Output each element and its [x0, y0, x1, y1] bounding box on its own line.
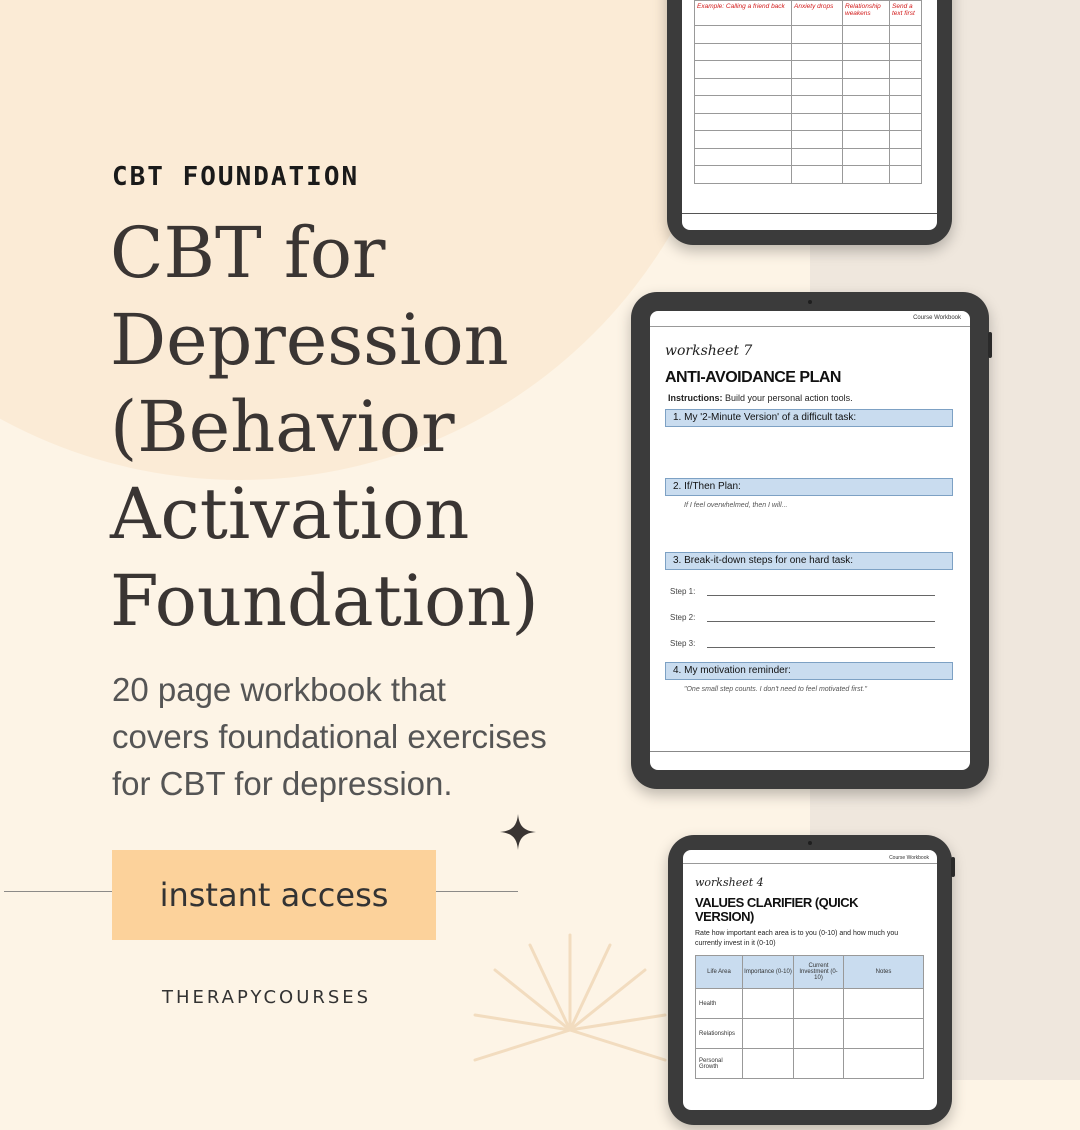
step-line: [707, 621, 935, 622]
step-label: Step 2:: [670, 613, 696, 622]
worksheet-label: worksheet 7: [665, 343, 753, 359]
instant-access-button[interactable]: instant access: [112, 850, 436, 940]
description-line: 20 page workbook that: [112, 671, 446, 708]
tablet-middle-screen: [650, 311, 970, 770]
eyebrow-label: CBT FOUNDATION: [112, 162, 360, 192]
column-header: Life Area: [696, 956, 743, 989]
column-header: Current Investment (0-10): [794, 956, 844, 989]
step-line: [707, 595, 935, 596]
row-label: Health: [696, 989, 743, 1019]
table-row: [695, 1, 922, 26]
camera-dot: [808, 841, 812, 845]
title-line: VERSION): [695, 909, 754, 924]
step-label: Step 1:: [670, 587, 696, 596]
tablet-top-screen: [682, 0, 937, 230]
page-title: [110, 210, 539, 645]
title-line: Foundation): [110, 560, 539, 642]
worksheet-instructions: [668, 393, 853, 403]
table-row: [695, 96, 922, 114]
section-bar: 3. Break-it-down steps for one hard task:: [665, 552, 953, 570]
title-line: CBT for: [110, 212, 386, 294]
cta-divider-right: [436, 891, 518, 892]
tablet-side-button: [988, 332, 992, 358]
cta-divider-left: [4, 891, 112, 892]
workbook-header: Course Workbook: [889, 855, 929, 861]
description-line: covers foundational exercises: [112, 718, 547, 755]
workbook-header: Course Workbook: [913, 315, 961, 321]
table-row: [695, 43, 922, 61]
worksheet-instructions: [695, 929, 898, 949]
footer-rule: [682, 213, 937, 214]
behavior-log-table: [694, 0, 922, 184]
tablet-bottom-screen: [683, 850, 937, 1110]
table-row: [695, 78, 922, 96]
table-cell: Example: Calling a friend back: [695, 1, 792, 26]
section-bar: 1. My '2-Minute Version' of a difficult task:: [665, 409, 953, 427]
header-rule: [650, 326, 970, 327]
section-bar: 4. My motivation reminder:: [665, 662, 953, 680]
header-rule: [683, 863, 937, 864]
description-line: for CBT for depression.: [112, 765, 453, 802]
table-cell: Anxiety drops: [792, 1, 843, 26]
table-row: [695, 131, 922, 149]
tablet-bottom: [668, 835, 952, 1125]
table-row: [695, 26, 922, 44]
instructions-line: currently invest in it (0-10): [695, 940, 776, 947]
table-row: [695, 61, 922, 79]
table-row: [695, 148, 922, 166]
table-row: [696, 989, 924, 1019]
title-line: (Behavior: [110, 386, 455, 468]
worksheet-title: ANTI-AVOIDANCE PLAN: [665, 369, 841, 386]
camera-dot: [808, 300, 812, 304]
table-cell: Send a text first: [890, 1, 922, 26]
worksheet-title: [695, 896, 858, 924]
step-line: [707, 647, 935, 648]
table-header-row: [696, 956, 924, 989]
section-bar: 2. If/Then Plan:: [665, 478, 953, 496]
sparkle-icon: [500, 814, 536, 850]
title-line: Depression: [110, 299, 509, 381]
instructions-label: Instructions:: [668, 393, 723, 403]
sunburst-decoration: [470, 930, 670, 1130]
worksheet-label: worksheet 4: [695, 876, 764, 889]
row-label: Personal Growth: [696, 1049, 743, 1079]
description: [112, 666, 547, 807]
title-line: VALUES CLARIFIER (QUICK: [695, 895, 859, 910]
row-label: Relationships: [696, 1019, 743, 1049]
instructions-text: Build your personal action tools.: [725, 393, 853, 403]
title-line: Activation: [110, 473, 470, 555]
instructions-line: Rate how important each area is to you (0-10) and how much you: [695, 930, 899, 937]
table-cell: Relationship weakens: [843, 1, 890, 26]
column-header: Notes: [844, 956, 924, 989]
values-table: [695, 955, 924, 1079]
step-label: Step 3:: [670, 639, 696, 648]
column-header: Importance (0-10): [743, 956, 794, 989]
table-row: [696, 1019, 924, 1049]
tablet-top: [667, 0, 952, 245]
tablet-middle: [631, 292, 989, 789]
motivation-note: "One small step counts. I don't need to feel motivated first.": [684, 686, 867, 693]
brand-name: THERAPYCOURSES: [162, 987, 372, 1008]
ifthen-note: If I feel overwhelmed, then I will...: [684, 502, 788, 509]
table-row: [696, 1049, 924, 1079]
table-row: [695, 166, 922, 184]
footer-rule: [650, 751, 970, 752]
table-row: [695, 113, 922, 131]
tablet-side-button: [951, 857, 955, 877]
